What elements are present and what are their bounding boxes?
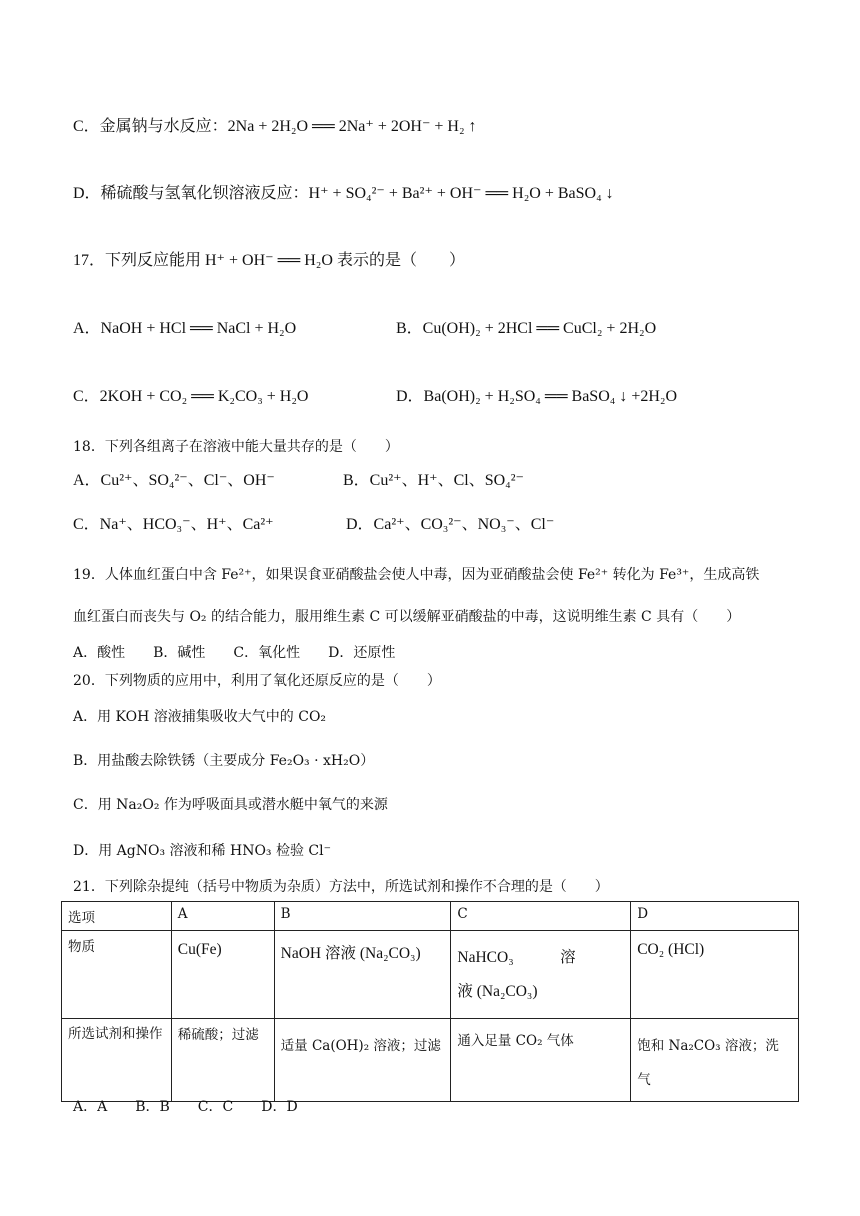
q21-table-substance-row [62, 931, 799, 1019]
q21-row-label: 物质 [62, 931, 172, 1019]
q21-cell: NaOH 溶液 (Na₂CO₃) [274, 931, 451, 1019]
q16-option-c: C．金属钠与水反应：2Na + 2H₂O ══ 2Na⁺ + 2OH⁻ + H₂ ↑ [73, 118, 477, 135]
q21-cell: 稀硫酸；过滤 [171, 1019, 274, 1102]
q20-option-a: A．用 KOH 溶液捕集吸收大气中的 CO₂ [73, 709, 327, 725]
q19-options: A．酸性 B．碱性 C．氧化性 D．还原性 [73, 645, 396, 661]
q18-option-c: C．Na⁺、HCO₃⁻、H⁺、Ca²⁺ [73, 516, 274, 533]
q21-cell: 饱和 Na₂CO₃ 溶液；洗气 [631, 1019, 799, 1102]
q19-text-line2: 血红蛋白而丧失与 O₂ 的结合能力，服用维生素 C 可以缓解亚硝酸盐的中毒，这说明维生素 C 具有（ ） [73, 609, 741, 625]
q21-cell: Cu(Fe) [171, 931, 274, 1019]
q21-row-label: 所选试剂和操作 [62, 1019, 172, 1102]
q20-stem: 20．下列物质的应用中，利用了氧化还原反应的是（ ） [73, 673, 441, 689]
q18-option-a: A．Cu²⁺、SO₄²⁻、Cl⁻、OH⁻ [73, 472, 275, 489]
q20-option-c: C．用 Na₂O₂ 作为呼吸面具或潜水艇中氧气的来源 [73, 797, 388, 813]
q21-table [61, 901, 799, 1102]
q21-cell: NaHCO₃ 溶 液 (Na₂CO₃) [451, 931, 631, 1019]
q21-cell: 适量 Ca(OH)₂ 溶液；过滤 [274, 1019, 451, 1102]
q17-stem: 17．下列反应能用 H⁺ + OH⁻ ══ H₂O 表示的是（ ） [73, 252, 465, 269]
q17-option-d: D．Ba(OH)₂ + H₂SO₄ ══ BaSO₄ ↓ +2H₂O [396, 388, 678, 405]
q16-option-d: D．稀硫酸与氢氧化钡溶液反应：H⁺ + SO₄²⁻ + Ba²⁺ + OH⁻ ══ H₂O + BaSO₄ ↓ [73, 185, 614, 202]
q21-cell: 通入足量 CO₂ 气体 [451, 1019, 631, 1102]
q21-table-header-row [62, 902, 799, 931]
q21-header-cell: D [631, 902, 799, 931]
q18-option-b: B．Cu²⁺、H⁺、Cl、SO₄²⁻ [343, 472, 524, 489]
q20-option-d: D．用 AgNO₃ 溶液和稀 HNO₃ 检验 Cl⁻ [73, 843, 332, 859]
q17-option-c: C．2KOH + CO₂ ══ K₂CO₃ + H₂O [73, 388, 309, 405]
q21-header-cell: 选项 [62, 902, 172, 931]
q21-header-cell: C [451, 902, 631, 931]
q20-option-b: B．用盐酸去除铁锈（主要成分 Fe₂O₃ · xH₂O） [73, 753, 375, 769]
q21-cell: CO₂ (HCl) [631, 931, 799, 1019]
q17-option-a: A．NaOH + HCl ══ NaCl + H₂O [73, 320, 297, 337]
q21-stem: 21．下列除杂提纯（括号中物质为杂质）方法中，所选试剂和操作不合理的是（ ） [73, 879, 609, 895]
q21-table-reagent-row [62, 1019, 799, 1102]
q18-stem: 18．下列各组离子在溶液中能大量共存的是（ ） [73, 439, 399, 455]
q18-option-d: D．Ca²⁺、CO₃²⁻、NO₃⁻、Cl⁻ [346, 516, 555, 533]
q19-text-line1: 19．人体血红蛋白中含 Fe²⁺，如果误食亚硝酸盐会使人中毒，因为亚硝酸盐会使 Fe²⁺ 转化为 Fe³⁺，生成高铁 [73, 567, 760, 583]
q21-header-cell: A [171, 902, 274, 931]
q17-option-b: B．Cu(OH)₂ + 2HCl ══ CuCl₂ + 2H₂O [396, 320, 657, 337]
q21-options: A．A B．B C．C D．D [73, 1099, 298, 1115]
q21-header-cell: B [274, 902, 451, 931]
